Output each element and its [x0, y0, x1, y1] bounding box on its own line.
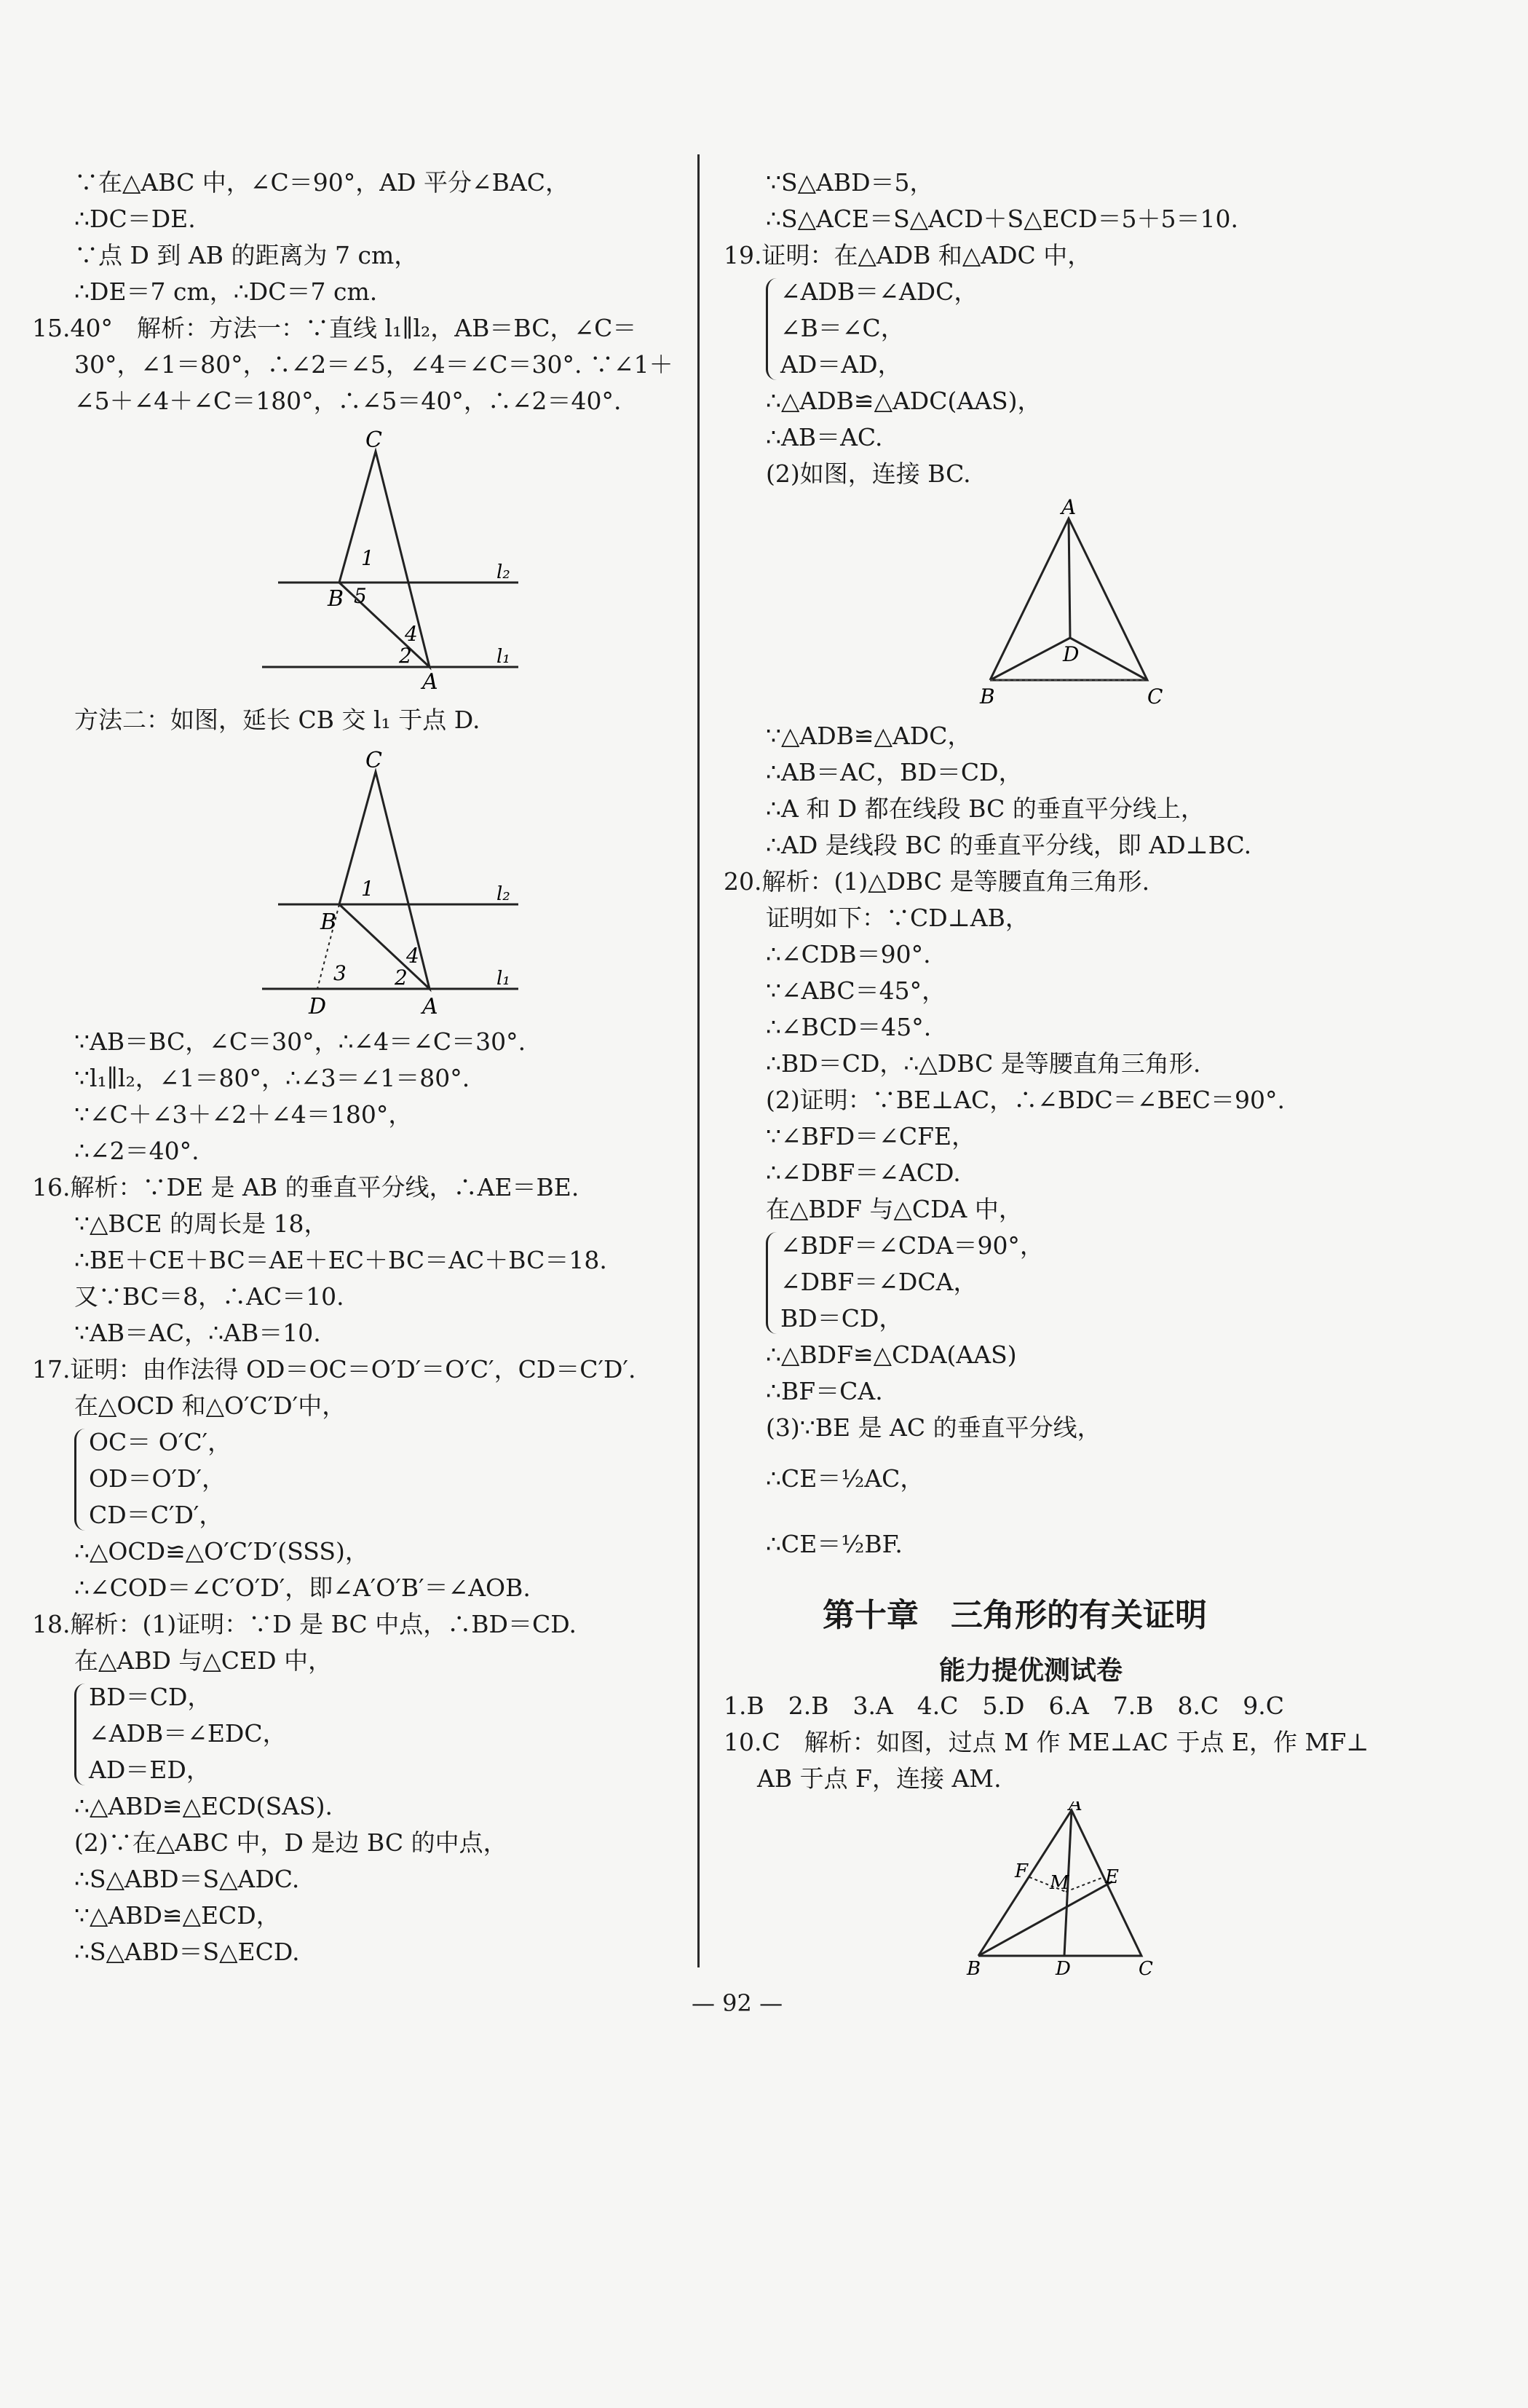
fig1-label: C — [365, 430, 382, 453]
text-line: ∴AB＝AC，BD＝CD， — [766, 758, 1023, 786]
brace — [766, 1232, 777, 1334]
text-line: ∵△BCE 的周长是 18， — [74, 1209, 328, 1238]
fig4-label: A — [1069, 1801, 1082, 1815]
text-line: ∠ADB＝∠ADC， — [780, 277, 978, 306]
page-number: — 92 — — [692, 1989, 783, 2017]
fig4-label: C — [1139, 1958, 1153, 1976]
figure-parallel-lines-2 — [248, 743, 539, 1019]
problem-18-line: 18.解析：(1)证明：∵D 是 BC 中点，∴BD＝CD. — [32, 1610, 577, 1638]
text-line: BD＝CD， — [780, 1304, 903, 1333]
problem-17-line: 17.证明：由作法得 OD＝OC＝O′D′＝O′C′，CD＝C′D′. — [32, 1355, 636, 1383]
text-line: ∵△ADB≌△ADC， — [766, 722, 972, 750]
text-line: ∵∠C＋∠3＋∠2＋∠4＝180°， — [74, 1100, 413, 1129]
text-line: ∴BE＋CE＋BC＝AE＋EC＋BC＝AC＋BC＝18. — [74, 1246, 607, 1274]
fig1-label: l₁ — [496, 646, 510, 668]
fig2-label: B — [320, 909, 337, 935]
fig1-label: 4 — [405, 622, 418, 646]
fig1-label: 2 — [399, 644, 412, 668]
text-line: ∴A 和 D 都在线段 BC 的垂直平分线上， — [766, 794, 1205, 823]
fig3-label: D — [1063, 642, 1080, 666]
text-line: ∠ADB＝∠EDC， — [89, 1719, 287, 1748]
brace — [74, 1683, 85, 1785]
text-line: ∵AB＝AC，∴AB＝10. — [74, 1319, 321, 1347]
fig1-label: 5 — [354, 584, 367, 608]
text-line: ∵∠BFD＝∠CFE， — [766, 1122, 976, 1150]
fig4-label: E — [1105, 1866, 1119, 1888]
fig4-label: F — [1015, 1860, 1029, 1882]
fig4-label: B — [967, 1958, 981, 1976]
figure-triangle-abc-m — [961, 1801, 1179, 1976]
fig1-label: A — [422, 669, 438, 692]
text-line: ∵在△ABC 中，∠C＝90°，AD 平分∠BAC， — [74, 168, 569, 197]
chapter-title: 第十章 三角形的有关证明 — [823, 1597, 1207, 1634]
text-line: (2)证明：∵BE⊥AC，∴∠BDC＝∠BEC＝90°. — [766, 1086, 1286, 1114]
text-line: OD＝O′D′， — [89, 1464, 226, 1493]
section-title: 能力提优测试卷 — [939, 1656, 1123, 1686]
text-line: ∴AD 是线段 BC 的垂直平分线，即 AD⊥BC. — [766, 831, 1252, 859]
text-line: 30°，∠1＝80°，∴∠2＝∠5，∠4＝∠C＝30°. ∵∠1＋ — [74, 350, 673, 379]
text-line: BD＝CD， — [89, 1683, 212, 1711]
text-line: ∴BD＝CD，∴△DBC 是等腰直角三角形. — [766, 1049, 1201, 1078]
fig2-label: l₂ — [496, 883, 510, 905]
fig2-label: D — [309, 994, 327, 1019]
problem-10-line: 10.C 解析：如图，过点 M 作 ME⊥AC 于点 E，作 MF⊥ — [724, 1728, 1369, 1756]
text-line: ∠BDF＝∠CDA＝90°， — [780, 1231, 1044, 1260]
text-line: ∴△OCD≌△O′C′D′(SSS)， — [74, 1537, 369, 1566]
fig2-label: 3 — [333, 961, 347, 985]
text-line: AD＝AD， — [780, 350, 902, 379]
text-line: 方法二：如图，延长 CB 交 l₁ 于点 D. — [74, 706, 480, 734]
text-line: ∵∠ABC＝45°， — [766, 976, 946, 1005]
text-line: ∠5＋∠4＋∠C＝180°，∴∠5＝40°，∴∠2＝40°. — [74, 387, 622, 415]
fig1-label: 1 — [361, 546, 374, 570]
figure-triangle-abd — [961, 497, 1179, 715]
text-line: (3)∵BE 是 AC 的垂直平分线， — [766, 1413, 1101, 1442]
fig2-label: A — [422, 994, 438, 1019]
text-line: ∴△ADB≌△ADC(AAS)， — [766, 387, 1042, 415]
brace — [74, 1429, 85, 1531]
text-line: ∴∠DBF＝∠ACD. — [766, 1158, 961, 1187]
text-line: CD＝C′D′， — [89, 1501, 223, 1529]
answer-key-line: 1.B 2.B 3.A 4.C 5.D 6.A 7.B 8.C 9.C — [724, 1691, 1284, 1720]
text-line: ∵l₁∥l₂，∠1＝80°，∴∠3＝∠1＝80°. — [74, 1064, 470, 1092]
text-line: ∠B＝∠C， — [780, 314, 905, 342]
fig4-label: M — [1050, 1872, 1069, 1894]
problem-16-line: 16.解析：∵DE 是 AB 的垂直平分线，∴AE＝BE. — [32, 1173, 579, 1201]
text-line: ∴CE＝½BF. — [766, 1530, 903, 1558]
text-line: ∴∠COD＝∠C′O′D′，即∠A′O′B′＝∠AOB. — [74, 1574, 531, 1602]
fig3-label: A — [1061, 497, 1077, 519]
text-line: ∴BF＝CA. — [766, 1377, 883, 1405]
text-line: 在△OCD 和△O′C′D′中， — [74, 1391, 347, 1420]
text-line: AB 于点 F，连接 AM. — [757, 1764, 1002, 1793]
problem-19-line: 19.证明：在△ADB 和△ADC 中， — [724, 241, 1092, 269]
text-line: ∴∠2＝40°. — [74, 1137, 199, 1165]
problem-15-line: 15.40° 解析：方法一：∵直线 l₁∥l₂，AB＝BC，∠C＝ — [32, 314, 637, 342]
text-line: ∴DE＝7 cm，∴DC＝7 cm. — [74, 277, 378, 306]
column-divider — [697, 154, 700, 1967]
text-line: 又∵BC＝8，∴AC＝10. — [74, 1282, 344, 1311]
text-line: 在△ABD 与△CED 中， — [74, 1646, 333, 1675]
text-line: ∠DBF＝∠DCA， — [780, 1268, 978, 1296]
fig3-label: B — [980, 684, 995, 708]
text-line: ∴∠CDB＝90°. — [766, 940, 931, 968]
text-line: ∴S△ACE＝S△ACD＋S△ECD＝5＋5＝10. — [766, 205, 1238, 233]
text-line: (2)如图，连接 BC. — [766, 459, 971, 488]
fig2-label: C — [365, 748, 382, 773]
text-line: ∵点 D 到 AB 的距离为 7 cm， — [74, 241, 419, 269]
text-line: ∴AB＝AC. — [766, 423, 883, 451]
brace — [766, 278, 777, 380]
text-line: ∴CE＝½AC， — [766, 1464, 925, 1493]
fig2-label: l₁ — [496, 968, 510, 990]
fig2-label: 4 — [406, 944, 419, 968]
fig3-label: C — [1147, 684, 1163, 708]
text-line: ∴∠BCD＝45°. — [766, 1013, 932, 1041]
text-line: ∴S△ABD＝S△ADC. — [74, 1865, 300, 1893]
text-line: ∴△ABD≌△ECD(SAS). — [74, 1792, 333, 1820]
text-line: OC＝ O′C′， — [89, 1428, 232, 1456]
text-line: ∵△ABD≌△ECD， — [74, 1901, 280, 1930]
text-line: (2)∵在△ABC 中，D 是边 BC 的中点， — [74, 1828, 507, 1857]
text-line: ∵AB＝BC，∠C＝30°，∴∠4＝∠C＝30°. — [74, 1027, 526, 1056]
fig1-label: l₂ — [496, 561, 510, 583]
fig2-label: 1 — [361, 877, 374, 901]
text-line: ∴S△ABD＝S△ECD. — [74, 1938, 300, 1966]
text-line: ∵S△ABD＝5， — [766, 168, 934, 197]
text-line: 在△BDF 与△CDA 中， — [766, 1195, 1023, 1223]
text-line: 证明如下：∵CD⊥AB， — [766, 904, 1029, 932]
fig2-label: 2 — [395, 966, 408, 990]
problem-20-line: 20.解析：(1)△DBC 是等腰直角三角形. — [724, 867, 1150, 896]
fig4-label: D — [1056, 1958, 1071, 1976]
text-line: ∴DC＝DE. — [74, 205, 196, 233]
figure-parallel-lines-1 — [248, 430, 539, 692]
text-line: ∴△BDF≌△CDA(AAS) — [766, 1341, 1017, 1369]
fig1-label: B — [328, 586, 344, 612]
text-line: AD＝ED， — [89, 1756, 210, 1784]
